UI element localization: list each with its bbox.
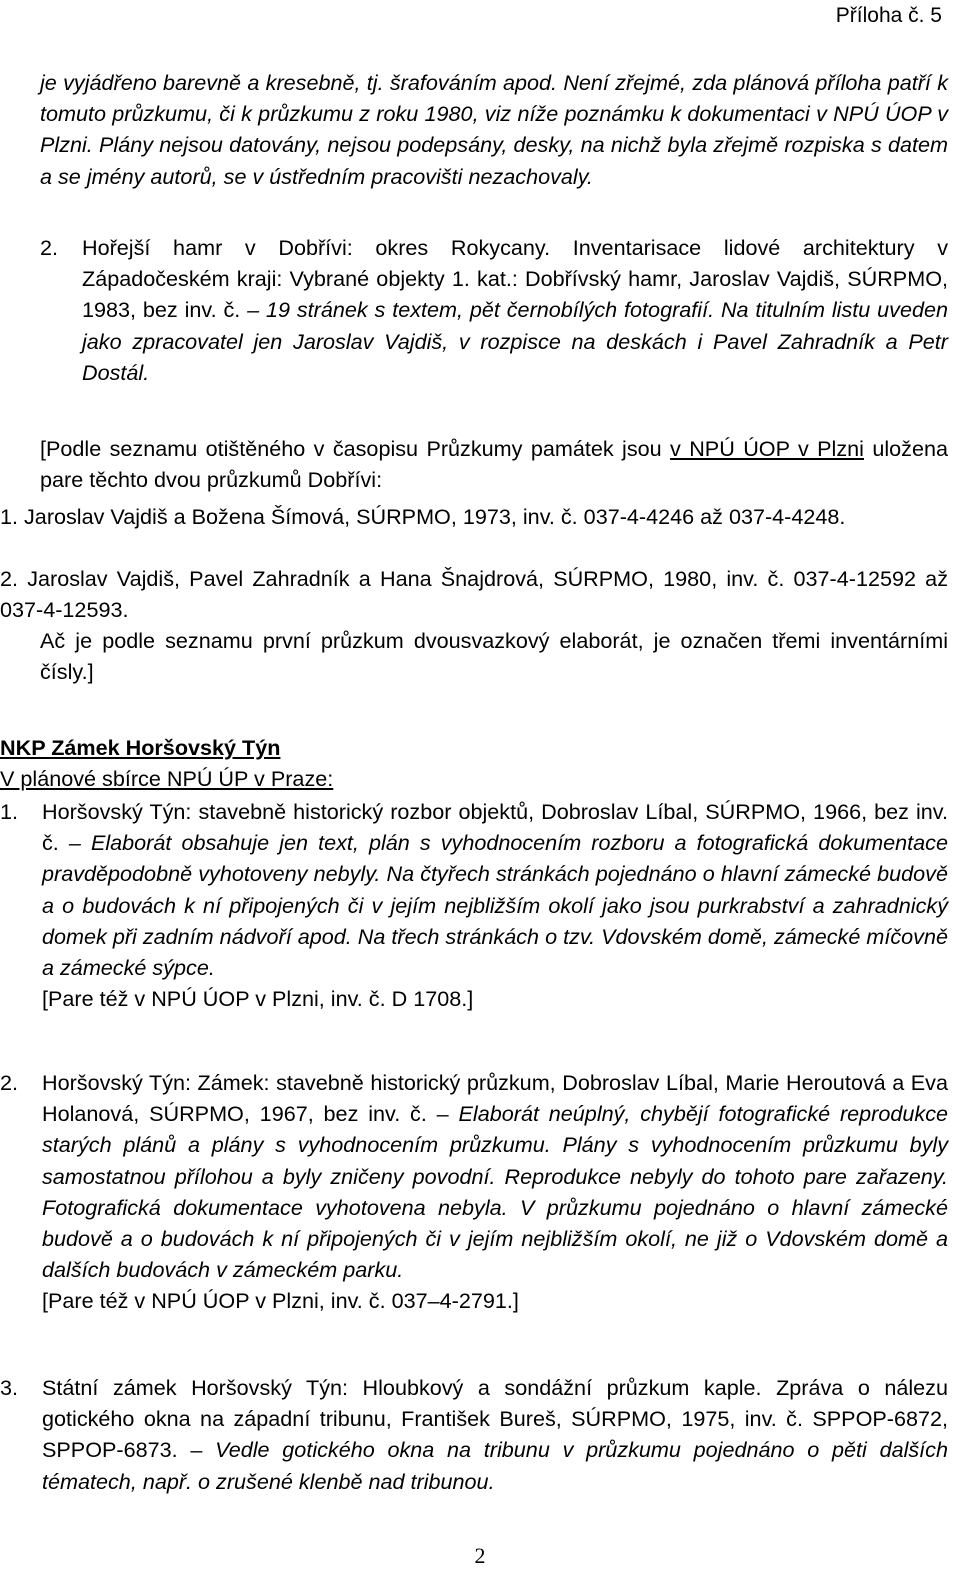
record-body xyxy=(0,796,948,983)
record-note: – Elaborát obsahuje jen text, plán s vyhodnocením rozboru a fotografická dokumentace pravděpodobně vyhotoveny nebyly. Na čtyřech stránkách pojednáno o hlavní zámecké budově a o budovách k ní připojených či v jejím nejbližším okolí jako jsou purkrabství a zahradnický domek při zadním nádvoří apod. Na třech stránkách o tzv. Vdovském domě, zámecké míčovně a zámecké sýpce. xyxy=(42,830,948,981)
archive-item-2 xyxy=(0,563,948,625)
page-number: 2 xyxy=(474,1543,486,1568)
archive-note-lead xyxy=(40,433,948,495)
list-number: 2. xyxy=(40,235,59,260)
archive-note xyxy=(40,433,948,495)
list-item-body xyxy=(40,232,948,388)
intro-text: je vyjádřeno barevně a kresebně, tj. šrafováním apod. Není zřejmé, zda plánová příloha patří k tomuto průzkumu, či k průzkumu z roku 1980, viz níže poznámku k dokumentaci v NPÚ ÚOP v Plzni. Plány nejsou datovány, nejsou podepsány, desky, na nichž byla zřejmě rozpiska s datem a se jmény autorů, se v ústředním pracovišti nezachovaly. xyxy=(40,70,948,189)
record-body xyxy=(0,1067,948,1285)
note-close-text: Ač je podle seznamu první průzkum dvousvazkový elaborát, je označen třemi inventárními čísly.] xyxy=(40,628,948,685)
record-text: Horšovský Týn: Zámek: stavebně historický průzkum, Dobroslav Líbal, Marie Heroutová a Eva Holanová, SÚRPMO, 1967, bez inv. č. xyxy=(42,1070,948,1127)
record-number: 2. xyxy=(0,1070,19,1095)
section-title: NKP Zámek Horšovský Týn xyxy=(0,735,281,760)
list-item-text: Hořejší hamr v Dobřívi: okres Rokycany. Inventarisace lidové architektury v Západočeském kraji: Vybrané objekty 1. kat.: Dobřívský hamr, Jaroslav Vajdiš, SÚRPMO, 1983, bez inv. č. xyxy=(82,235,948,323)
record-text: Horšovský Týn: stavebně historický rozbor objektů, Dobroslav Líbal, SÚRPMO, 1966, bez inv. č. xyxy=(42,799,948,856)
record-reference: [Pare též v NPÚ ÚOP v Plzni, inv. č. 037–4-2791.] xyxy=(42,1288,519,1314)
archive-item-text: 2. Jaroslav Vajdiš, Pavel Zahradník a Hana Šnajdrová, SÚRPMO, 1980, inv. č. 037-4-12592 až 037-4-12593. xyxy=(0,566,948,623)
record-3 xyxy=(0,1372,948,1497)
list-item-note: – 19 stránek s textem, pět černobílých fotografií. Na titulním listu uveden jako zpracovatel jen Jaroslav Vajdiš, v rozpisce na deskách i Pavel Zahradník a Petr Dostál. xyxy=(82,297,948,385)
archive-location-link[interactable]: v NPÚ ÚOP v Plzni xyxy=(670,436,864,461)
record-number: 1. xyxy=(0,799,19,824)
archive-item-1 xyxy=(0,501,948,532)
intro-paragraph xyxy=(40,67,948,192)
record-note: – Elaborát neúplný, chybějí fotografické reprodukce starých plánů a plány s vyhodnocením průzkumu. Plány s vyhodnocením průzkumu byly samostatnou přílohou a byly zničeny povodní. Reprodukce nebyly do tohoto pare zařazeny. Fotografická dokumentace vyhotovena nebyla. V průzkumu pojednáno o hlavní zámecké budově a o budovách k ní připojených či v jejím nejbližším okolí, ne již o Vdovském domě a dalších budovách v zámeckém parku. xyxy=(42,1101,949,1283)
note-tail-text: uložena pare těchto dvou průzkumů Dobřívi: xyxy=(40,436,949,493)
record-1 xyxy=(0,796,948,1014)
record-reference: [Pare též v NPÚ ÚOP v Plzni, inv. č. D 1708.] xyxy=(42,986,474,1012)
list-item-hamr xyxy=(40,232,948,388)
record-note: – Vedle gotického okna na tribunu v průzkumu pojednáno o pěti dalších tématech, např. o zrušené klenbě nad tribunou. xyxy=(42,1437,948,1494)
archive-note-close xyxy=(40,625,948,687)
record-number: 3. xyxy=(0,1375,19,1400)
section-subtitle: V plánové sbírce NPÚ ÚP v Praze: xyxy=(0,766,334,791)
record-2 xyxy=(0,1067,948,1317)
appendix-label: Příloha č. 5 xyxy=(835,4,942,27)
record-body xyxy=(0,1372,948,1497)
note-lead-text: [Podle seznamu otištěného v časopisu Průzkumy památek jsou xyxy=(40,436,662,461)
record-text: Státní zámek Horšovský Týn: Hloubkový a sondážní průzkum kaple. Zpráva o nálezu gotického okna na západní tribunu, František Bureš, SÚRPMO, 1975, inv. č. SPPOP-6872, SPPOP-6873. xyxy=(42,1375,948,1463)
archive-item-text: 1. Jaroslav Vajdiš a Božena Šímová, SÚRPMO, 1973, inv. č. 037-4-4246 až 037-4-4248. xyxy=(0,504,846,529)
